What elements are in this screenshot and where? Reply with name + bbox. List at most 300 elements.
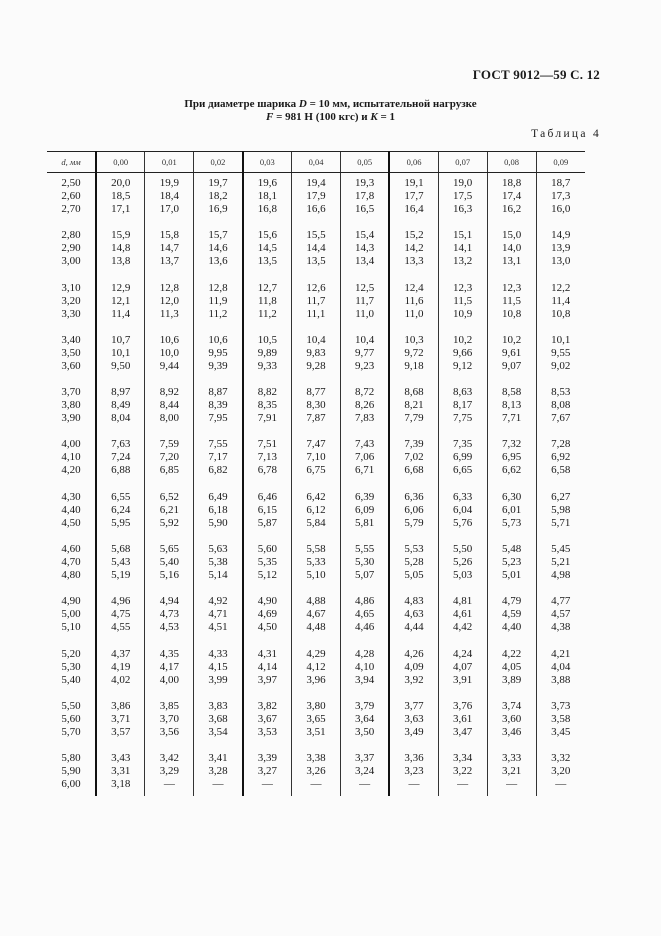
table-cell: 16,8: [243, 203, 292, 216]
table-cell: 4,00: [145, 674, 194, 687]
row-diameter: 4,70: [61, 556, 81, 569]
table-cell: 5,45: [536, 543, 585, 556]
table-cell: 5,98: [536, 504, 585, 517]
row-diameter: 3,70: [61, 386, 81, 399]
table-cell: 12,0: [145, 295, 194, 308]
table-cell: 3,29: [145, 765, 194, 778]
table-cell: 5,21: [536, 556, 585, 569]
row-diameter: 3,00: [61, 255, 81, 268]
table-cell: 4,88: [292, 595, 341, 608]
spacer-cell: [96, 687, 145, 700]
table-cell: 13,1: [487, 255, 536, 268]
table-cell: 14,8: [96, 242, 145, 255]
row-diameter: 4,60: [61, 543, 81, 556]
table-row: [47, 752, 585, 765]
table-cell: 14,1: [438, 242, 487, 255]
spacer-cell: [194, 477, 243, 490]
table-cell: 3,24: [340, 765, 389, 778]
table-cell: 5,03: [438, 569, 487, 582]
spacer-cell: [536, 687, 585, 700]
spacer-cell: [145, 477, 194, 490]
spacer-cell: [292, 739, 341, 752]
table-cell: 4,67: [292, 608, 341, 621]
table-cell: 4,38: [536, 621, 585, 634]
table-header: [47, 152, 585, 173]
table-cell: 13,3: [389, 255, 438, 268]
table-cell: 3,31: [96, 765, 145, 778]
table-cell: 3,64: [340, 713, 389, 726]
spacer-cell: [340, 687, 389, 700]
table-cell: —: [536, 778, 585, 796]
table-cell: 7,71: [487, 412, 536, 425]
table-cell: 6,58: [536, 464, 585, 477]
table-cell: 7,20: [145, 451, 194, 464]
table-cell: 11,2: [243, 308, 292, 321]
table-cell: 15,9: [96, 229, 145, 242]
row-diameter: 3,40: [61, 333, 81, 346]
table-row: [47, 255, 585, 268]
table-cell: 6,71: [340, 464, 389, 477]
group-spacer: [47, 634, 585, 647]
table-cell: 3,41: [194, 752, 243, 765]
table-cell: 9,83: [292, 347, 341, 360]
table-cell: 5,30: [340, 556, 389, 569]
table-cell: 13,9: [536, 242, 585, 255]
column-header: 0,03: [243, 152, 292, 173]
spacer-cell: [487, 634, 536, 647]
table-row: [47, 726, 585, 739]
spacer-cell: [389, 321, 438, 334]
table-cell: 13,5: [243, 255, 292, 268]
table-cell: 9,28: [292, 360, 341, 373]
table-cell: 8,63: [438, 386, 487, 399]
table-cell: 16,6: [292, 203, 341, 216]
table-row: [47, 334, 585, 347]
spacer-cell: [243, 321, 292, 334]
table-cell: 7,91: [243, 412, 292, 425]
table-cell: 7,17: [194, 451, 243, 464]
table-cell: 5,68: [96, 543, 145, 556]
table-cell: 6,75: [292, 464, 341, 477]
table-cell: 4,46: [340, 621, 389, 634]
table-cell: 3,61: [438, 713, 487, 726]
table-cell: 16,3: [438, 203, 487, 216]
table-cell: 4,40: [487, 621, 536, 634]
table-cell: 18,2: [194, 190, 243, 203]
table-row: [47, 282, 585, 295]
spacer-cell: [487, 582, 536, 595]
table-cell: 5,58: [292, 543, 341, 556]
spacer-cell: [536, 268, 585, 281]
spacer-cell: [292, 268, 341, 281]
spacer-cell: [487, 477, 536, 490]
table-cell: 17,4: [487, 190, 536, 203]
table-cell: 9,44: [145, 360, 194, 373]
spacer-cell: [47, 321, 96, 334]
table-cell: 4,75: [96, 608, 145, 621]
table-cell: 3,49: [389, 726, 438, 739]
column-header: 0,08: [487, 152, 536, 173]
table-cell: 3,26: [292, 765, 341, 778]
table-cell: 3,65: [292, 713, 341, 726]
table-cell: 12,9: [96, 282, 145, 295]
spacer-cell: [389, 634, 438, 647]
table-cell: 5,63: [194, 543, 243, 556]
table-cell: 4,04: [536, 661, 585, 674]
table-cell: 8,44: [145, 399, 194, 412]
table-cell: 7,55: [194, 438, 243, 451]
table-cell: 14,3: [340, 242, 389, 255]
spacer-cell: [487, 268, 536, 281]
spacer-cell: [487, 425, 536, 438]
table-row: [47, 556, 585, 569]
spacer-cell: [536, 216, 585, 229]
table-cell: 7,83: [340, 412, 389, 425]
table-cell: 6,95: [487, 451, 536, 464]
table-cell: 16,5: [340, 203, 389, 216]
table-cell: 8,21: [389, 399, 438, 412]
table-cell: 7,39: [389, 438, 438, 451]
table-cell: 3,45: [536, 726, 585, 739]
spacer-cell: [536, 530, 585, 543]
table-cell: 3,53: [243, 726, 292, 739]
spacer-cell: [340, 477, 389, 490]
table-cell: 3,47: [438, 726, 487, 739]
table-cell: 7,79: [389, 412, 438, 425]
caption-line2: [0, 111, 661, 124]
table-cell: 9,61: [487, 347, 536, 360]
table-cell: 6,39: [340, 491, 389, 504]
table-cell: 13,7: [145, 255, 194, 268]
spacer-cell: [243, 582, 292, 595]
spacer-cell: [487, 216, 536, 229]
spacer-cell: [438, 530, 487, 543]
spacer-cell: [438, 321, 487, 334]
caption-text: = 1: [377, 111, 395, 123]
table-cell: 4,65: [340, 608, 389, 621]
table-row: [47, 190, 585, 203]
spacer-cell: [536, 634, 585, 647]
column-header: 0,06: [389, 152, 438, 173]
table-cell: 4,86: [340, 595, 389, 608]
spacer-cell: [389, 582, 438, 595]
table-row: [47, 765, 585, 778]
spacer-cell: [536, 425, 585, 438]
table-cell: 11,8: [243, 295, 292, 308]
table-cell: 4,96: [96, 595, 145, 608]
row-diameter: 5,00: [61, 608, 81, 621]
table-cell: 19,1: [389, 173, 438, 191]
table-cell: 5,92: [145, 517, 194, 530]
table-cell: 8,53: [536, 386, 585, 399]
table-cell: 3,74: [487, 700, 536, 713]
spacer-cell: [487, 687, 536, 700]
table-cell: 3,68: [194, 713, 243, 726]
table-cell: 8,77: [292, 386, 341, 399]
table-cell: 3,94: [340, 674, 389, 687]
table-cell: 8,72: [340, 386, 389, 399]
table-cell: 5,60: [243, 543, 292, 556]
table-cell: 17,1: [96, 203, 145, 216]
row-diameter: 4,40: [61, 503, 81, 516]
table-cell: 3,23: [389, 765, 438, 778]
table-cell: 5,48: [487, 543, 536, 556]
spacer-cell: [340, 634, 389, 647]
table-cell: 13,6: [194, 255, 243, 268]
table-cell: 15,1: [438, 229, 487, 242]
table-cell: 3,54: [194, 726, 243, 739]
table-row: [47, 504, 585, 517]
spacer-cell: [536, 739, 585, 752]
table-cell: 3,38: [292, 752, 341, 765]
spacer-cell: [96, 216, 145, 229]
caption-var-f: F: [266, 111, 274, 123]
table-cell: 12,5: [340, 282, 389, 295]
table-cell: 4,14: [243, 661, 292, 674]
table-cell: 15,0: [487, 229, 536, 242]
table-cell: 12,8: [145, 282, 194, 295]
spacer-cell: [47, 268, 96, 281]
table-cell: 3,85: [145, 700, 194, 713]
column-header: 0,00: [96, 152, 145, 173]
spacer-cell: [389, 739, 438, 752]
table-cell: 3,34: [438, 752, 487, 765]
table-cell: 5,40: [145, 556, 194, 569]
table-row: [47, 295, 585, 308]
table-cell: 4,48: [292, 621, 341, 634]
table-cell: 6,24: [96, 504, 145, 517]
spacer-cell: [47, 425, 96, 438]
spacer-cell: [96, 321, 145, 334]
table-row: [47, 386, 585, 399]
table-cell: 4,28: [340, 648, 389, 661]
table-cell: 10,8: [536, 308, 585, 321]
table-cell: 3,96: [292, 674, 341, 687]
table-cell: 5,50: [438, 543, 487, 556]
row-diameter: 5,10: [61, 621, 81, 634]
caption-var-d: D: [298, 98, 307, 110]
row-diameter: 5,40: [61, 673, 81, 686]
table-cell: 10,7: [96, 334, 145, 347]
table-cell: 11,4: [96, 308, 145, 321]
table-cell: 8,08: [536, 399, 585, 412]
table-cell: 10,3: [389, 334, 438, 347]
spacer-cell: [96, 582, 145, 595]
table-cell: 10,2: [438, 334, 487, 347]
spacer-cell: [438, 373, 487, 386]
table-cell: 12,3: [438, 282, 487, 295]
table-cell: 6,04: [438, 504, 487, 517]
table-cell: 3,27: [243, 765, 292, 778]
spacer-cell: [194, 268, 243, 281]
table-cell: 9,55: [536, 347, 585, 360]
table-cell: 3,97: [243, 674, 292, 687]
spacer-cell: [145, 687, 194, 700]
table-cell: 5,76: [438, 517, 487, 530]
table-cell: 14,2: [389, 242, 438, 255]
spacer-cell: [389, 268, 438, 281]
spacer-cell: [47, 739, 96, 752]
table-cell: 15,4: [340, 229, 389, 242]
table-cell: 14,4: [292, 242, 341, 255]
table-row: [47, 308, 585, 321]
table-cell: 4,24: [438, 648, 487, 661]
table-row: [47, 242, 585, 255]
table-cell: 15,2: [389, 229, 438, 242]
table-cell: 8,39: [194, 399, 243, 412]
table-cell: 3,20: [536, 765, 585, 778]
table-cell: 5,33: [292, 556, 341, 569]
table-cell: 8,92: [145, 386, 194, 399]
spacer-cell: [194, 582, 243, 595]
table-cell: 6,30: [487, 491, 536, 504]
table-cell: 6,42: [292, 491, 341, 504]
spacer-cell: [487, 373, 536, 386]
table-cell: 17,9: [292, 190, 341, 203]
spacer-cell: [487, 321, 536, 334]
table-cell: 8,68: [389, 386, 438, 399]
spacer-cell: [47, 634, 96, 647]
table-cell: 4,31: [243, 648, 292, 661]
table-cell: 11,6: [389, 295, 438, 308]
table-cell: 13,8: [96, 255, 145, 268]
row-diameter: 5,70: [61, 725, 81, 738]
table-cell: 7,02: [389, 451, 438, 464]
caption-text: При диаметре шарика: [184, 98, 299, 110]
table-cell: 12,8: [194, 282, 243, 295]
table-cell: 11,5: [487, 295, 536, 308]
table-cell: 3,32: [536, 752, 585, 765]
page-header: ГОСТ 9012—59 С. 12: [472, 67, 600, 82]
spacer-cell: [145, 216, 194, 229]
spacer-cell: [194, 321, 243, 334]
row-diameter: 3,60: [61, 359, 81, 372]
table-cell: 4,81: [438, 595, 487, 608]
table-cell: —: [243, 778, 292, 796]
table-cell: 5,38: [194, 556, 243, 569]
table-cell: 4,79: [487, 595, 536, 608]
spacer-cell: [243, 530, 292, 543]
table-cell: 12,2: [536, 282, 585, 295]
spacer-cell: [47, 530, 96, 543]
table-cell: 6,82: [194, 464, 243, 477]
spacer-cell: [389, 425, 438, 438]
table-cell: 6,06: [389, 504, 438, 517]
table-cell: 6,49: [194, 491, 243, 504]
table-cell: 10,6: [194, 334, 243, 347]
spacer-cell: [194, 425, 243, 438]
table-cell: 9,33: [243, 360, 292, 373]
table-cell: 17,3: [536, 190, 585, 203]
spacer-cell: [96, 425, 145, 438]
table-cell: 5,19: [96, 569, 145, 582]
spacer-cell: [96, 739, 145, 752]
table-cell: 13,4: [340, 255, 389, 268]
table-cell: 3,43: [96, 752, 145, 765]
table-cell: 5,12: [243, 569, 292, 582]
table-cell: 4,22: [487, 648, 536, 661]
table-cell: 4,59: [487, 608, 536, 621]
table-cell: 9,12: [438, 360, 487, 373]
table-row: [47, 517, 585, 530]
table-cell: 4,63: [389, 608, 438, 621]
table-cell: 12,4: [389, 282, 438, 295]
table-cell: 8,35: [243, 399, 292, 412]
table-row: [47, 608, 585, 621]
table-cell: 11,3: [145, 308, 194, 321]
spacer-cell: [340, 425, 389, 438]
table-cell: 6,33: [438, 491, 487, 504]
table-cell: 20,0: [96, 173, 145, 191]
table-cell: 6,12: [292, 504, 341, 517]
table-body: [47, 173, 585, 797]
table-cell: 19,7: [194, 173, 243, 191]
spacer-cell: [438, 477, 487, 490]
spacer-cell: [438, 216, 487, 229]
table-cell: 5,01: [487, 569, 536, 582]
column-header: 0,04: [292, 152, 341, 173]
spacer-cell: [145, 634, 194, 647]
row-diameter: 4,50: [61, 516, 81, 529]
group-spacer: [47, 530, 585, 543]
table-cell: 5,55: [340, 543, 389, 556]
row-diameter: 4,20: [61, 464, 81, 477]
table-row: [47, 674, 585, 687]
row-diameter: 3,30: [61, 307, 81, 320]
table-cell: 5,07: [340, 569, 389, 582]
table-cell: 7,87: [292, 412, 341, 425]
spacer-cell: [389, 216, 438, 229]
row-diameter: 5,30: [61, 660, 81, 673]
spacer-cell: [243, 373, 292, 386]
caption-line1: [184, 98, 476, 110]
table-cell: 3,83: [194, 700, 243, 713]
table-cell: 4,71: [194, 608, 243, 621]
table-cell: 7,63: [96, 438, 145, 451]
table-cell: 4,55: [96, 621, 145, 634]
table-cell: 5,35: [243, 556, 292, 569]
table-cell: 7,35: [438, 438, 487, 451]
row-diameter: 6,00: [61, 778, 81, 791]
table-cell: 8,26: [340, 399, 389, 412]
table-cell: 11,7: [340, 295, 389, 308]
table-cell: 6,65: [438, 464, 487, 477]
table-cell: 13,0: [536, 255, 585, 268]
table-cell: 19,3: [340, 173, 389, 191]
table-cell: 16,9: [194, 203, 243, 216]
table-cell: 9,95: [194, 347, 243, 360]
table-cell: 17,5: [438, 190, 487, 203]
table-cell: 11,0: [340, 308, 389, 321]
column-header: 0,05: [340, 152, 389, 173]
table-cell: 15,7: [194, 229, 243, 242]
spacer-cell: [47, 687, 96, 700]
table-cell: 3,86: [96, 700, 145, 713]
group-spacer: [47, 739, 585, 752]
table-cell: 10,8: [487, 308, 536, 321]
spacer-cell: [243, 425, 292, 438]
table-row: [47, 399, 585, 412]
table-cell: 3,33: [487, 752, 536, 765]
table-cell: —: [438, 778, 487, 796]
spacer-cell: [438, 425, 487, 438]
table-cell: 11,1: [292, 308, 341, 321]
spacer-cell: [438, 582, 487, 595]
table-cell: 6,62: [487, 464, 536, 477]
table-cell: 7,51: [243, 438, 292, 451]
table-row: [47, 700, 585, 713]
spacer-cell: [340, 268, 389, 281]
